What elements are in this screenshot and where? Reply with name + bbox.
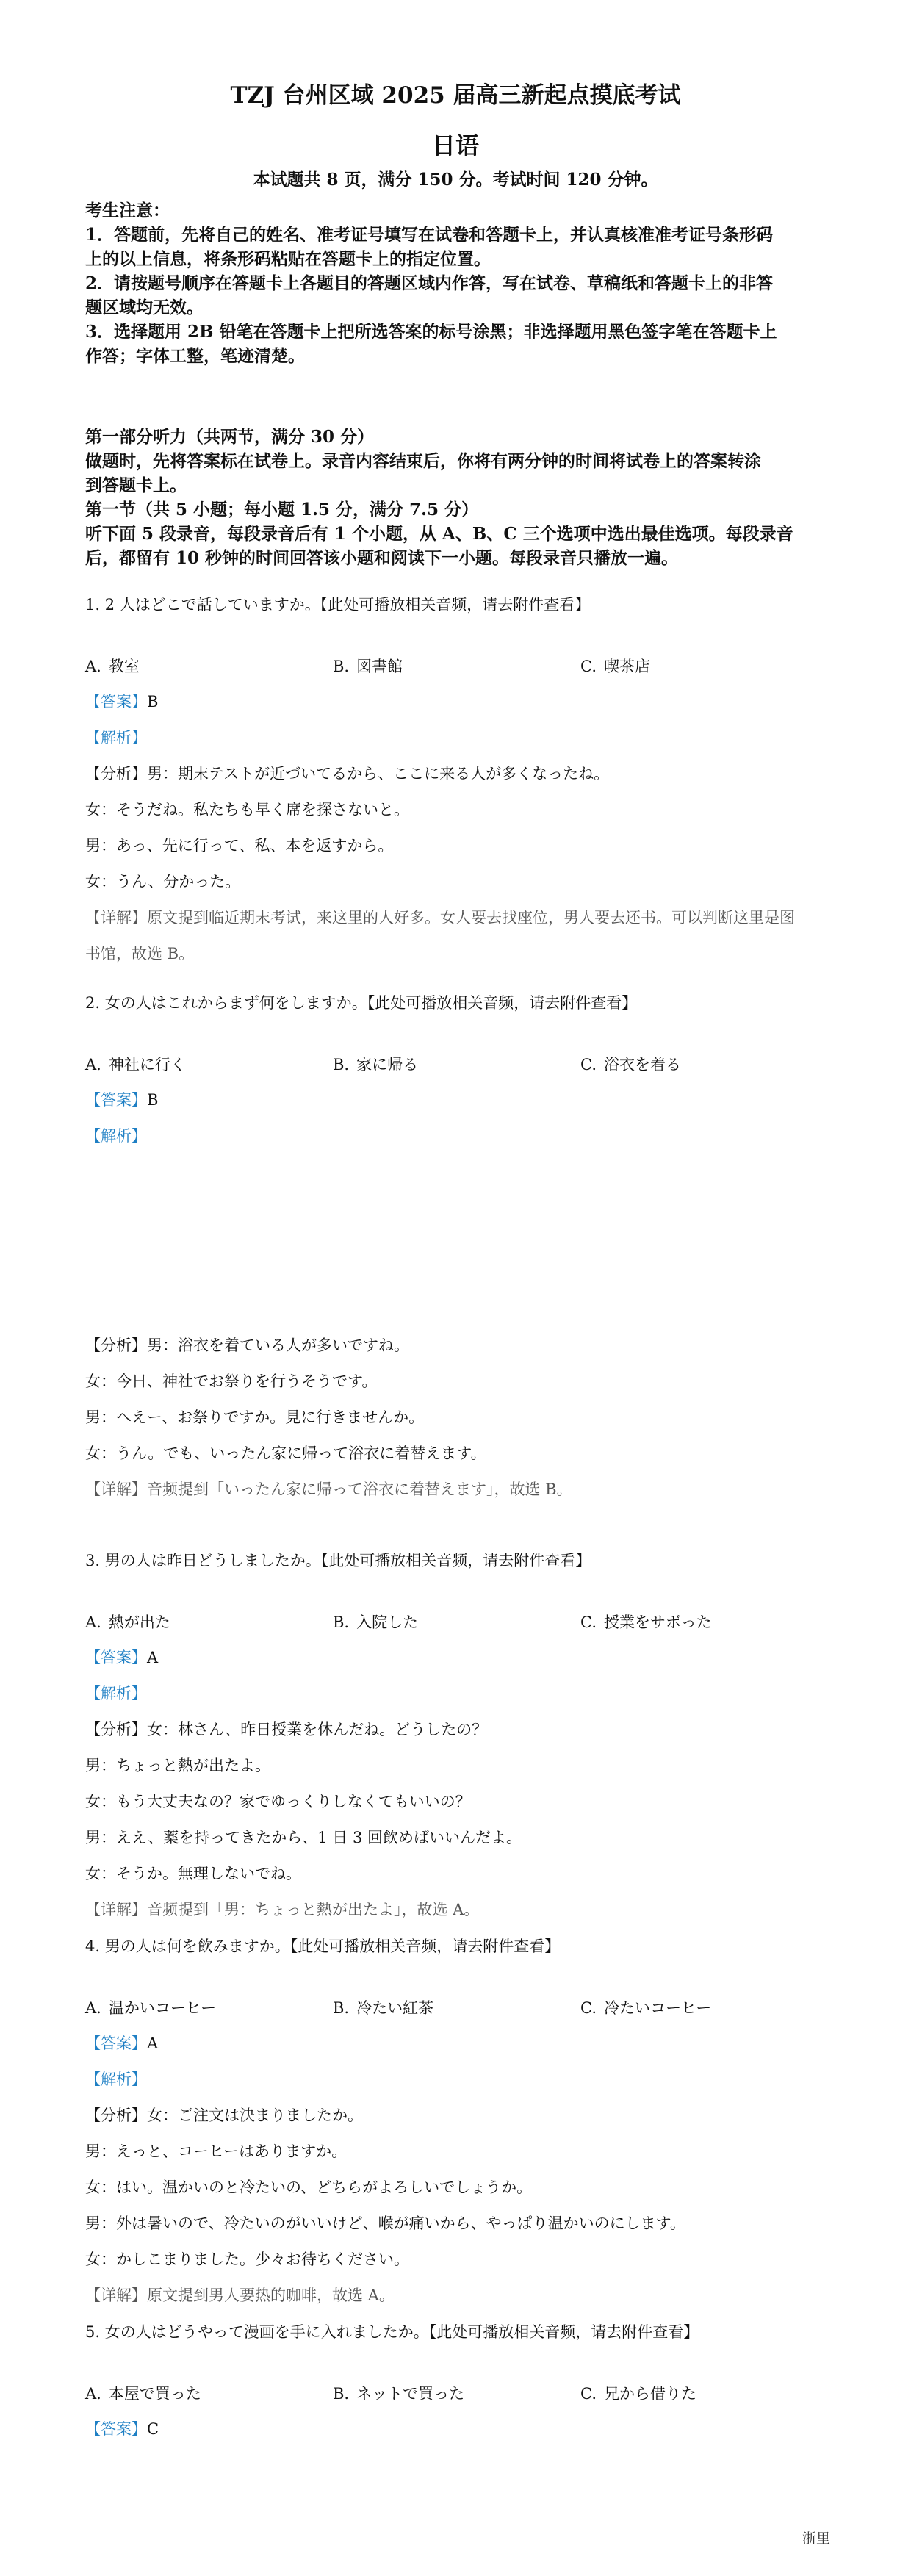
question-4	[85, 1935, 827, 2369]
dialogue-line: 女：うん。でも、いったん家に帰って浴衣に着替えます。	[85, 1444, 486, 1462]
instruction-line: 第一部分听力（共两节，满分 30 分）	[85, 427, 375, 447]
dialogue-line: 女：そうだね。私たちも早く席を探さないと。	[85, 801, 409, 819]
dialogue-line: 女：もう大丈夫なの？家でゆっくりしなくてもいいの？	[85, 1793, 471, 1810]
dialogue-line: 女：今日、神社でお祭りを行うそうです。	[85, 1372, 378, 1390]
option-a: A. 本屋で買った	[85, 2385, 201, 2403]
notice-line: 1．答题前，先将自己的姓名、准考证号填写在试卷和答题卡上，并认真核准准考证号条形码	[85, 225, 774, 245]
notice-line: 作答；字体工整，笔迹清楚。	[85, 346, 305, 366]
option-b: B. ネットで買った	[333, 2385, 465, 2403]
question-stem: 4. 男の人は何を飲みますか。【此处可播放相关音频，请去附件查看】	[85, 1938, 561, 1955]
dialogue-line: 【分析】男：期末テストが近づいてるから、ここに来る人が多くなったね。	[85, 765, 610, 782]
notice-line: 3．选择题用 2B 铅笔在答题卡上把所选答案的标号涂黑；非选择题用黑色签字笔在答题卡上	[85, 322, 777, 342]
question-stem: 1. 2 人はどこで話していますか。【此处可播放相关音频，请去附件查看】	[85, 596, 591, 614]
dialogue-line: 女：はい。温かいのと冷たいの、どちらがよろしいでしょうか。	[85, 2179, 533, 2196]
question-1	[85, 594, 827, 990]
question-stem: 5. 女の人はどうやって漫画を手に入れましたか。【此处可播放相关音频，请去附件查看】	[85, 2323, 699, 2341]
dialogue-line: 男：へえー、お祭りですか。見に行きませんか。	[85, 1408, 425, 1426]
explanation-line: 书馆，故选 B。	[85, 945, 195, 963]
dialogue-line: 男：外は暑いので、冷たいのがいいけど、喉が痛いから、やっぱり温かいのにします。	[85, 2215, 685, 2232]
dialogue-line: 女：そうか。無理しないでね。	[85, 1865, 301, 1882]
option-a: A. 教室	[85, 658, 140, 675]
question-2	[85, 992, 827, 1521]
answer-line: 【答案】A	[85, 1649, 159, 1666]
exam-subject: 日语	[431, 132, 479, 159]
candidate-notice	[85, 198, 835, 368]
option-b: B. 入院した	[333, 1613, 419, 1631]
analysis-label: 【解析】	[85, 1685, 147, 1702]
dialogue-line: 男：あっ、先に行って、私、本を返すから。	[85, 837, 394, 855]
question-5	[85, 2321, 827, 2468]
question-stem: 2. 女の人はこれからまず何をしますか。【此处可播放相关音频，请去附件查看】	[85, 994, 638, 1012]
dialogue-line: 【分析】女：ご注文は決まりましたか。	[85, 2107, 363, 2124]
option-c: C. 喫茶店	[580, 658, 650, 675]
analysis-label: 【解析】	[85, 729, 147, 746]
question-stem: 3. 男の人は昨日どうしましたか。【此处可播放相关音频，请去附件查看】	[85, 1552, 591, 1569]
explanation-line: 【详解】音频提到「いったん家に帰って浴衣に着替えます」，故选 B。	[85, 1481, 572, 1498]
dialogue-line: 女：うん、分かった。	[85, 873, 241, 891]
exam-info: 本试题共 8 页，满分 150 分。考试时间 120 分钟。	[253, 170, 658, 190]
option-b: B. 冷たい紅茶	[333, 1999, 434, 2017]
notice-line: 2．请按题号顺序在答题卡上各题目的答题区域内作答，写在试卷、草稿纸和答题卡上的非答	[85, 273, 774, 293]
option-a: A. 温かいコーヒー	[85, 1999, 217, 2017]
option-b: B. 家に帰る	[333, 1056, 419, 1073]
instruction-line: 第一节（共 5 小题；每小题 1.5 分，满分 7.5 分）	[85, 500, 479, 519]
option-c: C. 冷たいコーヒー	[580, 1999, 712, 2017]
notice-heading: 考生注意：	[85, 201, 170, 220]
dialogue-line: 【分析】女：林さん、昨日授業を休んだね。どうしたの？	[85, 1721, 488, 1738]
instruction-line: 到答题卡上。	[85, 475, 187, 495]
notice-line: 上的以上信息，将条形码粘贴在答题卡上的指定位置。	[85, 249, 491, 269]
notice-line: 题区域均无效。	[85, 298, 204, 317]
answer-line: 【答案】B	[85, 1091, 159, 1109]
option-a: A. 神社に行く	[85, 1056, 186, 1073]
exam-title: TZJ 台州区域 2025 届高三新起点摸底考试	[230, 82, 681, 109]
dialogue-line: 【分析】男：浴衣を着ている人が多いですね。	[85, 1336, 409, 1354]
analysis-label: 【解析】	[85, 1127, 147, 1145]
explanation-line: 【详解】原文提到临近期末考试，来这里的人好多。女人要去找座位，男人要去还书。可以判断这里是图	[85, 909, 795, 927]
option-c: C. 兄から借りた	[580, 2385, 696, 2403]
answer-line: 【答案】B	[85, 693, 159, 710]
option-b: B. 図書館	[333, 658, 403, 675]
dialogue-line: 男：えっと、コーヒーはありますか。	[85, 2143, 348, 2160]
explanation-line: 【详解】原文提到男人要热的咖啡，故选 A。	[85, 2287, 395, 2304]
option-c: C. 授業をサボった	[580, 1613, 712, 1631]
answer-line: 【答案】C	[85, 2420, 159, 2438]
option-a: A. 熱が出た	[85, 1613, 170, 1631]
question-3	[85, 1550, 827, 1983]
option-c: C. 浴衣を着る	[580, 1056, 681, 1073]
instruction-line: 听下面 5 段录音，每段录音后有 1 个小题，从 A、B、C 三个选项中选出最佳选项。每段录音	[85, 524, 793, 544]
dialogue-line: 男：ええ、薬を持ってきたから、1 日 3 回飲めばいいんだよ。	[85, 1829, 522, 1846]
explanation-line: 【详解】音频提到「男：ちょっと熱が出たよ」，故选 A。	[85, 1901, 480, 1918]
instruction-line: 做题时，先将答案标在试卷上。录音内容结束后，你将有两分钟的时间将试卷上的答案转涂	[85, 451, 761, 471]
analysis-label: 【解析】	[85, 2070, 147, 2088]
footer-region: 浙里	[802, 2530, 830, 2547]
instruction-line: 后，都留有 10 秒钟的时间回答该小题和阅读下一小题。每段录音只播放一遍。	[85, 548, 679, 568]
dialogue-line: 男：ちょっと熱が出たよ。	[85, 1757, 270, 1774]
listening-instructions	[85, 425, 835, 570]
dialogue-line: 女：かしこまりました。少々お待ちください。	[85, 2251, 409, 2268]
answer-line: 【答案】A	[85, 2034, 159, 2052]
